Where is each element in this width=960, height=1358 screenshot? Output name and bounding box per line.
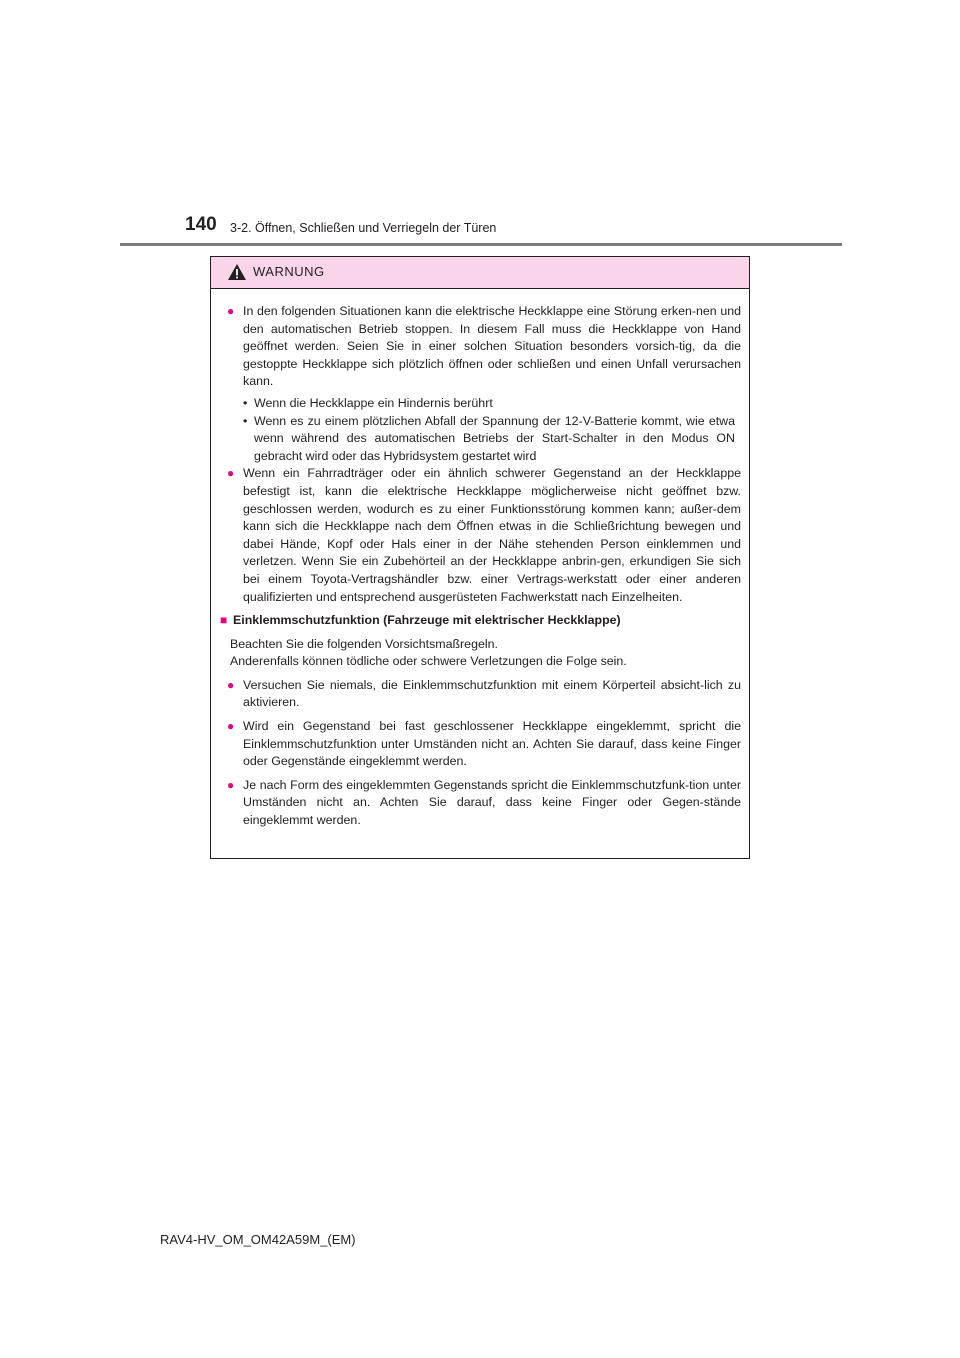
- section-item-text: Je nach Form des eingeklemmten Gegenstands spricht die Einklemmschutzfunk-tion unter Umständen nicht an. Achten Sie darauf, dass keine Finger oder Gegen-stände eingeklemmt werden.: [243, 777, 741, 828]
- warning-triangle-icon: [227, 263, 247, 281]
- footer-document-code: RAV4-HV_OM_OM42A59M_(EM): [160, 1232, 356, 1247]
- dot-bullet-icon: •: [243, 395, 248, 410]
- section-heading-text: Einklemmschutzfunktion (Fahrzeuge mit elektrischer Heckklappe): [233, 613, 621, 628]
- section-heading: [220, 612, 741, 630]
- dot-bullet-icon: •: [243, 413, 248, 428]
- header-divider: [120, 243, 842, 246]
- section-item: [220, 677, 741, 712]
- section-intro-line: Anderenfalls können tödliche oder schwere Verletzungen die Folge sein.: [230, 654, 627, 669]
- circle-bullet-icon: ●: [227, 304, 235, 318]
- sub-bullet-item: [220, 413, 741, 466]
- section-title: 3-2. Öffnen, Schließen und Verriegeln der Türen: [230, 221, 497, 235]
- circle-bullet-icon: ●: [227, 777, 235, 792]
- sub-bullet-item: [220, 395, 741, 413]
- sub-bullet-list: [220, 395, 741, 465]
- warning-header: [211, 257, 749, 289]
- sub-bullet-text: Wenn es zu einem plötzlichen Abfall der Spannung der 12-V-Batterie kommt, wie etwa wenn während des automatischen Betriebs der Start-Schalter in den Modus ON gebracht wird oder das Hybridsystem gestartet wird: [254, 413, 735, 463]
- warning-item-text: In den folgenden Situationen kann die elektrische Heckklappe eine Störung erken-nen und den automatischen Betrieb stoppen. In diesem Fall muss die Heckklappe von Hand geöffnet werden. Seien Sie in einer solchen Situation besonders vorsich-tig, da die gestoppte Heckklappe sich plötzlich öffnen oder schließen und einen Unfall verursachen kann.: [243, 304, 741, 389]
- warning-item: [220, 465, 741, 606]
- sub-bullet-text: Wenn die Heckklappe ein Hindernis berührt: [254, 395, 493, 410]
- square-bullet-icon: ■: [220, 613, 228, 628]
- warning-box: [210, 256, 750, 859]
- section-item: [220, 718, 741, 771]
- warning-body: [211, 289, 749, 830]
- circle-bullet-icon: ●: [227, 466, 235, 481]
- section-item-text: Wird ein Gegenstand bei fast geschlossener Heckklappe eingeklemmt, spricht die Einklemmschutzfunktion unter Umständen nicht an. Achten Sie darauf, dass keine Finger oder Gegenstände eingeklemmt werden.: [243, 719, 741, 769]
- section-intro-line: Beachten Sie die folgenden Vorsichtsmaßregeln.: [230, 636, 498, 651]
- circle-bullet-icon: ●: [227, 677, 235, 692]
- page-number: 140: [185, 214, 217, 235]
- warning-item-text: Wenn ein Fahrradträger oder ein ähnlich schwerer Gegenstand an der Heckklappe befestigt ist, kann die elektrische Heckklappe möglicherweise nicht geöffnet bzw. geschlossen werden, wodurch es zu einer Funktionsstörung kommen kann; außer-dem kann sich die Heckklappe nach dem Öffnen etwas in die Schließrichtung bewegen und dabei Hände, Kopf oder Hals einer in der Nähe stehenden Person einklemmen und verletzen. Wenn Sie ein Zubehörteil an der Heckklappe anbrin-gen, erkundigen Sie sich bei einem Toyota-Vertragshändler bzw. einer Vertrags-werkstatt oder einer anderen qualifizierten und entsprechend ausgerüsteten Fachwerkstatt nach Einzelheiten.: [243, 466, 741, 604]
- warning-item: [220, 303, 741, 391]
- section-item: [220, 777, 741, 830]
- circle-bullet-icon: ●: [227, 719, 235, 734]
- section-item-text: Versuchen Sie niemals, die Einklemmschutzfunktion mit einem Körperteil absicht-lich zu aktivieren.: [243, 677, 741, 710]
- warning-title: WARNUNG: [253, 264, 325, 279]
